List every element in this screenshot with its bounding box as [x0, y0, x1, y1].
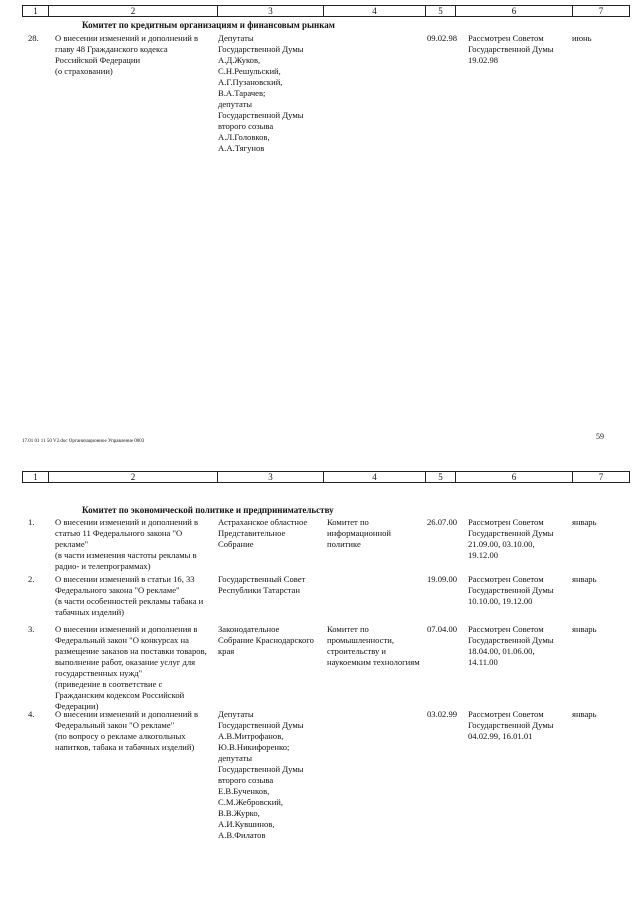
column-header: 4 [324, 6, 426, 16]
cell-month: январь [572, 517, 597, 527]
cell-month: январь [572, 624, 597, 634]
column-header: 7 [598, 472, 604, 482]
cell-date: 26.07.00 [427, 517, 458, 527]
cell-month: январь [572, 709, 597, 719]
cell-author: Депутаты Государственной Думы А.Д.Жуков, С.Н.Решульский, А.Г.Пузановский, В.А.Тарачев; депутаты Государственной Думы второго созыва А.Л.Головков, А.А.Тягунов [218, 33, 304, 153]
cell-date: 19.09.00 [427, 574, 458, 584]
cell-author: Астраханское областное Представительное Собрание [218, 517, 308, 549]
cell-author: Государственный Совет Республики Татарстан [218, 574, 306, 595]
cell-author: Депутаты Государственной Думы А.В.Митрофанов, Ю.В.Никифоренко; депутаты Государственной Думы второго созыва Е.В.Бученков, С.М.Жебровский, В.В.Журко, А.И.Кувшинов, А.В.Филатов [218, 709, 304, 840]
column-header: 3 [218, 6, 324, 16]
cell-month: январь [572, 574, 597, 584]
cell-num: 4. [28, 709, 35, 719]
column-header: 2 [49, 6, 218, 16]
cell-status: Рассмотрен Советом Государственной Думы 10.10.00, 19.12.00 [468, 574, 554, 606]
cell-author: Законодательное Собрание Краснодарского края [218, 624, 314, 656]
cell-status: Рассмотрен Советом Государственной Думы 18.04.00, 01.06.00, 14.11.00 [468, 624, 554, 667]
column-header: 3 [218, 472, 324, 482]
column-header: 1 [23, 472, 49, 482]
cell-num: 3. [28, 624, 35, 634]
column-header: 4 [324, 472, 426, 482]
page-number: 59 [596, 432, 604, 441]
column-header-row [22, 471, 630, 483]
column-header: 2 [49, 472, 218, 482]
cell-title: О внесении изменений и дополнений в Федеральный закон "О рекламе" (по вопросу о рекламе алкогольных напитков, табака и табачных изделий) [55, 709, 199, 752]
cell-committee: Комитет по промышленности, строительству и наукоемким технологиям [327, 624, 420, 667]
column-header-row [22, 5, 630, 17]
cell-status: Рассмотрен Советом Государственной Думы 21.09.00, 03.10.00, 19.12.00 [468, 517, 554, 560]
cell-num: 28. [28, 33, 39, 43]
column-header: 1 [23, 6, 49, 16]
cell-num: 1. [28, 517, 35, 527]
cell-title: О внесении изменений и дополнений в статью 11 Федерального закона "О рекламе" (в части изменения частоты рекламы в радио- и телепрограммах) [55, 517, 199, 571]
cell-date: 03.02.99 [427, 709, 458, 719]
column-header: 6 [456, 6, 573, 16]
section-heading: Комитет по экономической политике и предпринимательству [82, 505, 334, 515]
cell-status: Рассмотрен Советом Государственной Думы 04.02.99, 16.01.01 [468, 709, 554, 741]
cell-num: 2. [28, 574, 35, 584]
column-header: 5 [426, 472, 456, 482]
cell-committee: Комитет по информационной политике [327, 517, 392, 549]
column-header: 5 [426, 6, 456, 16]
cell-title: О внесении изменений и дополнений в главу 48 Гражданского кодекса Российской Федерации (о страховании) [55, 33, 199, 76]
cell-title: О внесении изменений в статьи 16, 33 Федерального закона "О рекламе" (в части особенностей рекламы табака и табачных изделий) [55, 574, 204, 617]
cell-status: Рассмотрен Советом Государственной Думы 19.02.98 [468, 33, 554, 65]
cell-month: июнь [572, 33, 592, 43]
footer-file-info: 17.01 01 11 50 V2.doc Организационное Управление 0003 [22, 439, 145, 444]
cell-date: 07.04.00 [427, 624, 458, 634]
cell-date: 09.02.98 [427, 33, 458, 43]
column-header: 7 [598, 6, 604, 16]
section-heading: Комитет по кредитным организациям и финансовым рынкам [82, 20, 335, 30]
column-header: 6 [456, 472, 573, 482]
cell-title: О внесении изменений и дополнения в Федеральный закон "О конкурсах на размещение заказов на поставки товаров, выполнение работ, оказание услуг для государственных нужд" (приведение в соответствие с Гражданским кодексом Российской Федерации) [55, 624, 207, 711]
